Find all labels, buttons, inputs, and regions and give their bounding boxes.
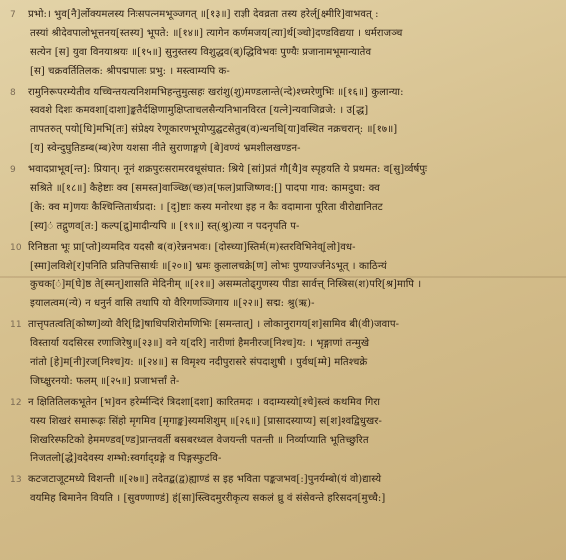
- text-line: [6, 373, 558, 392]
- verse-marker: 8: [10, 87, 16, 98]
- text-line: [6, 161, 558, 180]
- line-text: तापतरुत् पयो[धि]मभि[तः] संप्रेक्ष्य रेणूकारणभूयोप्युद्घटसेतुब(व)न्धनधि[या]वस्थित नक्रचरान्: ॥[१७॥]: [30, 124, 398, 136]
- text-line: [6, 84, 558, 103]
- line-text: सश्रिते ॥[१८॥] कैहेष्टाः क्व [समस्त]वाञ्च्छि(च्छ)त[फल]प्राजिष्णव:[] पादपा गाव: कामदुघा: क्व: [30, 183, 380, 195]
- line-text: भवादप्राभूव[न्त]: प्रियान्। नूनं शक्रपुरःसरामरवधूसंघात: श्रिये [सां]प्रतं गौ[यै]व स्पृहयति ये प्रथमत: व[सु]र्व्वर्षपुः: [28, 164, 428, 176]
- line-text: इयालत्वम(न्ये) न धनुर्न वासि तथापि यो वैरिगणञ्जिगाय ॥[२२॥] सद्म: श्रु(ऋ)-: [30, 298, 315, 310]
- line-text: स्ववशे दिशः कमवशा[दाशा]ङ्कतैर्दक्षिणामुक्षिप्ताचलसैन्यनिभानविरत [यत्ने]न्यवाजिव्रजे: । उ[द्ध]: [30, 105, 369, 117]
- line-text: रामुनिरूपरम्येतीव यच्चिन्तयत्यनिशमभिहन्तुमुत्सहः खरांशु(शु)मण्डलान्ते(न्दे)श्च्मरेणुभिः ॥[१६॥] कुलान्या:: [28, 86, 404, 98]
- text-line: [6, 471, 558, 490]
- line-text: रिनिष्ठता भूः प्रा[प्तो]व्यमदिव यदसौ ब(व)रेन्ननभवः। [दोस्च्या]स्तिर्म(म)स्तरविभिनेव्[लो]वध-: [28, 241, 356, 253]
- line-text: कुचक[ं]म[घे]ष्ठ ते[स्मन्]शासति मेदिनीम् ॥[२१॥] असम्मतोढ्गुणस्य पीडा सार्वत्त् निस्त्रिस(श)परि[श्र]मापि ।: [30, 279, 422, 291]
- page-crease: [0, 276, 566, 278]
- verse-marker: 7: [10, 10, 16, 20]
- text-line: [6, 121, 558, 140]
- verse-marker: 11: [10, 320, 22, 331]
- line-text: [स्य]ं तद्गुणव[त:] कल्प[द्रु]मादीन्यपि ॥ [१९॥] स्त्(श्रु)त्या न पदनृपति प-: [30, 220, 300, 232]
- text-line: [6, 432, 558, 451]
- line-text: न क्षितितिलकभूतेन [भ]वन हरेर्म्मन्दिरं त्रिदशा[दशा] कारितमदः । वदाम्यस्यो[श्चे]स्त्वं कथमिव गिरा: [28, 396, 381, 408]
- line-text: [स] चक्रवर्तितिलक: श्रीपद्मपालः प्रभु: । मस्त्वाम्यपि क-: [30, 65, 230, 77]
- verse-marker: 12: [10, 397, 22, 408]
- text-line: [6, 295, 558, 314]
- line-text: [य] स्वेन्दुघुतिडम्ब(म्ब)रेण यशसा नीते सुराणाङ्गणे [बे]वण्यं भ्रमशीलखण्डन-: [30, 143, 301, 155]
- text-line: [6, 276, 558, 295]
- text-line: [6, 25, 558, 44]
- text-line: [6, 316, 558, 335]
- text-line: [6, 413, 558, 432]
- line-text: [के: क्व म]णयः कैश्चिन्तितार्थप्रदा: । [द्]ष्टाः कस्य मनोरथा इह न कैः वदामाना पूरिता वीरोद्यानितट: [30, 201, 383, 213]
- text-line: [6, 490, 558, 509]
- text-line: [6, 102, 558, 121]
- text-line: [6, 218, 558, 237]
- line-text: सत्येन [स] युवा विनयाश्रयः ॥[१५॥] सुनुस्तस्य विशुद्धव(ब्)द्धिविभवः पुण्यैः प्रजानामभूमान्यातेव: [30, 46, 372, 58]
- line-text: तस्यां श्रीदेवपालोभूत्तनय[स्तस्य] भूपते: ॥[१४॥] त्यागेन कर्णमजय[त्या]र्थ[ञ्चो]दण्डविद्यया । धर्मराजञ्च: [30, 27, 403, 39]
- line-text: कटजटाजूटमध्ये विशन्ती ॥[२७॥] तदेतद्ब(द्व)ह्याण्डं स इह भविता पङ्कजभव[:]पुनर्यम्बो(यं वो)द्यास्ये: [28, 474, 382, 486]
- line-text: विस्तार्या यदसिरस रणाजिरेषु॥[२३॥] वने य[दरि] नारीणां हैमनीरज[निश्च]य: । भृङ्गाणां तन्मुखे: [30, 338, 370, 350]
- line-text: निजतलो[द्धे]वदेवस्य शम्भो:स्वर्गाद्ग्रङ्गे व पिङ्गस्फुटवि-: [30, 453, 222, 465]
- text-line: [6, 258, 558, 277]
- text-line: [6, 199, 558, 218]
- line-text: जिघ्क्षुरनयो: फलम् ॥[२५॥] प्रजाभर्त्तां ते-: [30, 375, 180, 387]
- text-line: [6, 63, 558, 82]
- text-line: [6, 140, 558, 159]
- line-text: यस्य शिखरं समारूढ़ः सिंहो मृगमिव [मृगाङ्क]स्यमशिशुम् ॥[२६॥] [प्रासादस्याप्य] स[श]श्वद्विधुखर-: [30, 415, 382, 427]
- text-line: [6, 354, 558, 373]
- line-text: वयमिह बिमानेन वियति । [सुवण्णाण्डं] हं[सा]स्त्विदमुररीकृत्य सकलं ध्रु वं संसेवन्ते हरिसदन[मुच्चै:]: [30, 493, 386, 505]
- line-text: शिखरिस्फटिको हेममण्डव[ण्ड]प्रान्तवर्ती बसबरध्वल वेजयन्ती पतन्ती ॥ निर्व्याप्याति भूतिच्छुरित: [30, 434, 369, 446]
- verse-marker: 13: [10, 475, 22, 486]
- text-line: [6, 394, 558, 413]
- text-line: [6, 239, 558, 258]
- line-text: नांतो [हे]म[नी]रज[निश्च]य: ॥[२४॥] स विमृश्य नदीपुरासरे संपदाशुषी । पुर्वध[म्मे] मतिश्चक्रे: [30, 357, 368, 369]
- text-line: [6, 335, 558, 354]
- text-line: [6, 450, 558, 469]
- line-text: प्रभो:। भुव[नै]र्लोक्यमलस्य निःसपत्नमभूञ्जगत् ॥[१३॥] राज्ञी देवव्रता तस्य हरेर्ल्[क्ष्मीरि]वाभवत् :: [28, 9, 379, 20]
- text-line: [6, 180, 558, 199]
- text-line: [6, 6, 558, 25]
- verse-marker: 10: [10, 242, 22, 253]
- verse-marker: 9: [10, 165, 16, 176]
- line-text: [स्मा]लविशे[र]पनिति प्रतिपत्तिसार्थः ॥[२०॥] भ्रमः कुलालचक्रे[ण] लोभः पुण्यार्ज्जनेऽभूत् । काठिन्यं: [30, 260, 387, 272]
- line-text: तात्तृपतत्वति[कोष्ण]व्यो वैरि[द्रि]षाधिपशिरोमणिभिः [समन्तात्] । लोकानुरागय[श]सामिव बी(वी)जवाप-: [28, 319, 400, 331]
- text-line: [6, 44, 558, 63]
